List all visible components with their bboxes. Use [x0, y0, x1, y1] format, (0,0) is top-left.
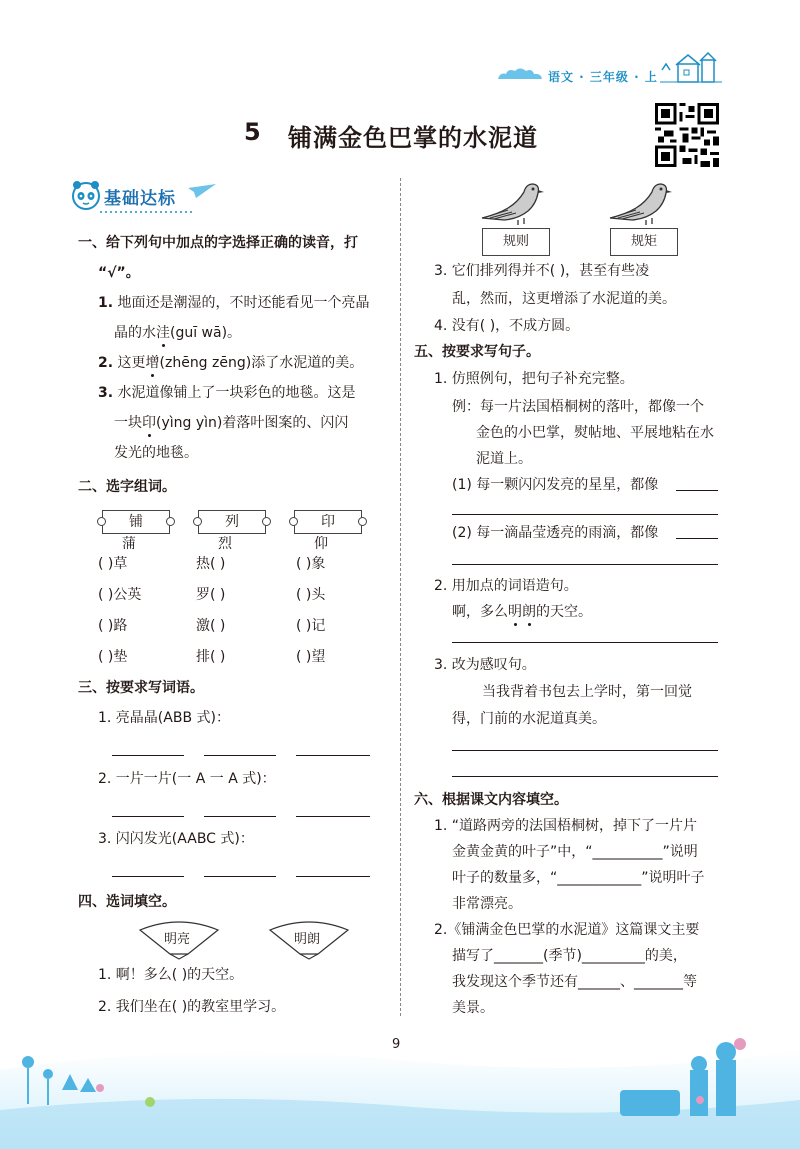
fill-in-sentence: 1. “道路两旁的法国梧桐树，掉下了一片片 — [434, 818, 698, 834]
fill-in-sentence: 2.《铺满金色巴掌的水泥道》这篇课文主要 — [434, 922, 700, 938]
dotted-character: 明 — [508, 604, 522, 620]
item-text: 水泥道像铺上了一块彩色的地毯。这是 — [117, 385, 356, 401]
sentence-text: 的天空。 — [536, 604, 592, 620]
cloud-decoration-icon — [496, 66, 544, 80]
word-blank[interactable]: 排( ) — [196, 649, 226, 665]
word-blank[interactable]: ( )象 — [296, 556, 326, 572]
fill-in-sentence: 乱，然而，这更增添了水泥道的美。 — [452, 291, 676, 307]
item-number: 2. — [98, 355, 114, 371]
sentence-text: 当我背着书包去上学时，第一回觉 — [482, 684, 692, 700]
sub-prompt: (2) 每一滴晶莹透亮的雨滴，都像 — [452, 525, 659, 541]
word-blank[interactable]: 热( ) — [196, 556, 226, 572]
fill-in-sentence: 叶子的数量多，“____________”说明叶子 — [452, 870, 705, 886]
subject-tag: 语文 · 三年级 · 上 — [548, 70, 658, 84]
word-blank[interactable]: ( )记 — [296, 618, 326, 634]
section4-heading: 四、选词填空。 — [78, 894, 176, 910]
word-blank[interactable]: ( )公英 — [98, 587, 142, 603]
item-text: 晶的水 — [114, 325, 156, 341]
fan-word: 明朗 — [294, 932, 321, 947]
answer-line[interactable] — [676, 490, 718, 491]
sentence-text: 啊，多么 — [452, 604, 508, 620]
prompt-text: 3. 闪闪发光(AABC 式)： — [98, 831, 254, 847]
pinyin-choice: (zhēng zēng)添了水泥道的美。 — [159, 355, 364, 371]
dotted-character: 印 — [142, 415, 156, 431]
house-decoration-icon — [660, 52, 722, 84]
pigeon-icon — [478, 178, 548, 226]
prompt-text: 2. 用加点的词语造句。 — [434, 578, 578, 594]
answer-line[interactable] — [676, 538, 718, 539]
answer-line[interactable] — [204, 816, 276, 817]
pinyin-choice: (guī wā)。 — [170, 325, 242, 341]
prompt-text: 2. 一片一片(一 A 一 A 式)： — [98, 771, 276, 787]
section3-heading: 三、按要求写词语。 — [78, 680, 204, 696]
prompt-text: 1. 仿照例句，把句子补充完整。 — [434, 371, 634, 387]
answer-line[interactable] — [452, 750, 718, 751]
pigeon-icon — [606, 178, 676, 226]
section6-heading: 六、根据课文内容填空。 — [414, 792, 568, 808]
example-sentence: 例：每一片法国梧桐树的落叶，都像一个 — [452, 399, 704, 415]
answer-line[interactable] — [452, 514, 718, 515]
word-blank[interactable]: ( )头 — [296, 587, 326, 603]
character-card: 铺蒲 — [102, 510, 170, 534]
fill-in-sentence: 描写了_______(季节)_________的美， — [452, 948, 687, 964]
prompt-text: 1. 亮晶晶(ABB 式)： — [98, 710, 230, 726]
fill-in-sentence: 美景。 — [452, 1000, 494, 1016]
dotted-character: 增 — [145, 355, 160, 371]
answer-line[interactable] — [296, 816, 370, 817]
word-blank[interactable]: ( )望 — [296, 649, 326, 665]
answer-line[interactable] — [204, 876, 276, 877]
sentence-text: 得，门前的水泥道真美。 — [452, 711, 606, 727]
answer-line[interactable] — [204, 755, 276, 756]
word-blank[interactable]: ( )路 — [98, 618, 128, 634]
answer-line[interactable] — [452, 564, 718, 565]
example-sentence: 金色的小巴掌，熨帖地、平展地粘在水 — [476, 425, 714, 441]
dotted-character: 朗 — [522, 604, 536, 620]
bird-label: 规矩 — [610, 228, 678, 256]
lesson-title: 铺满金色巴掌的水泥道 — [288, 124, 538, 152]
pinyin-choice: (yìng yìn)着落叶图案的、闪闪 — [156, 415, 349, 431]
fill-in-sentence: 4. 没有( )，不成方圆。 — [434, 318, 580, 334]
item-number: 1. — [98, 295, 114, 311]
fill-in-sentence: 金黄金黄的叶子”中，“__________”说明 — [452, 844, 698, 860]
qr-code-icon[interactable] — [655, 103, 719, 167]
item-text: 地面还是潮湿的，不时还能看见一个亮晶 — [117, 295, 370, 311]
section2-heading: 二、选字组词。 — [78, 479, 176, 495]
answer-line[interactable] — [296, 876, 370, 877]
bird-label: 规则 — [482, 228, 550, 256]
fill-in-sentence: 1. 啊！多么( )的天空。 — [98, 967, 244, 983]
badge-text: 基础达标 — [104, 189, 176, 209]
answer-line[interactable] — [452, 776, 718, 777]
character-card: 列烈 — [198, 510, 266, 534]
word-blank[interactable]: 罗( ) — [196, 587, 226, 603]
section5-heading: 五、按要求写句子。 — [414, 344, 540, 360]
section1-heading-cont: “√”。 — [98, 265, 140, 281]
word-blank[interactable]: ( )草 — [98, 556, 128, 572]
answer-line[interactable] — [112, 876, 184, 877]
character-card: 印仰 — [294, 510, 362, 534]
fill-in-sentence: 2. 我们坐在( )的教室里学习。 — [98, 999, 286, 1015]
item-number: 3. — [98, 385, 114, 401]
fan-word: 明亮 — [164, 932, 191, 947]
item-text: 一块 — [114, 415, 142, 431]
word-blank[interactable]: 激( ) — [196, 618, 226, 634]
answer-line[interactable] — [112, 755, 184, 756]
word-blank[interactable]: ( )垫 — [98, 649, 128, 665]
answer-line[interactable] — [296, 755, 370, 756]
fill-in-sentence: 非常漂亮。 — [452, 896, 522, 912]
answer-line[interactable] — [452, 642, 718, 643]
fill-in-sentence: 我发现这个季节还有______、_______等 — [452, 974, 697, 990]
example-sentence: 泥道上。 — [476, 451, 532, 467]
fill-in-sentence: 3. 它们排列得并不( )，甚至有些凌 — [434, 263, 650, 279]
prompt-text: 3. 改为感叹句。 — [434, 657, 536, 673]
item-text: 这更 — [117, 355, 146, 371]
section1-heading: 一、给下列句中加点的字选择正确的读音，打 — [78, 235, 358, 251]
dotted-character: 洼 — [156, 325, 170, 341]
answer-line[interactable] — [112, 816, 184, 817]
page-number: 9 — [392, 1037, 401, 1052]
column-divider — [400, 178, 401, 1016]
lesson-number: 5 — [244, 118, 261, 146]
sub-prompt: (1) 每一颗闪闪发亮的星星，都像 — [452, 477, 659, 493]
item-text: 发光的地毯。 — [114, 445, 198, 461]
